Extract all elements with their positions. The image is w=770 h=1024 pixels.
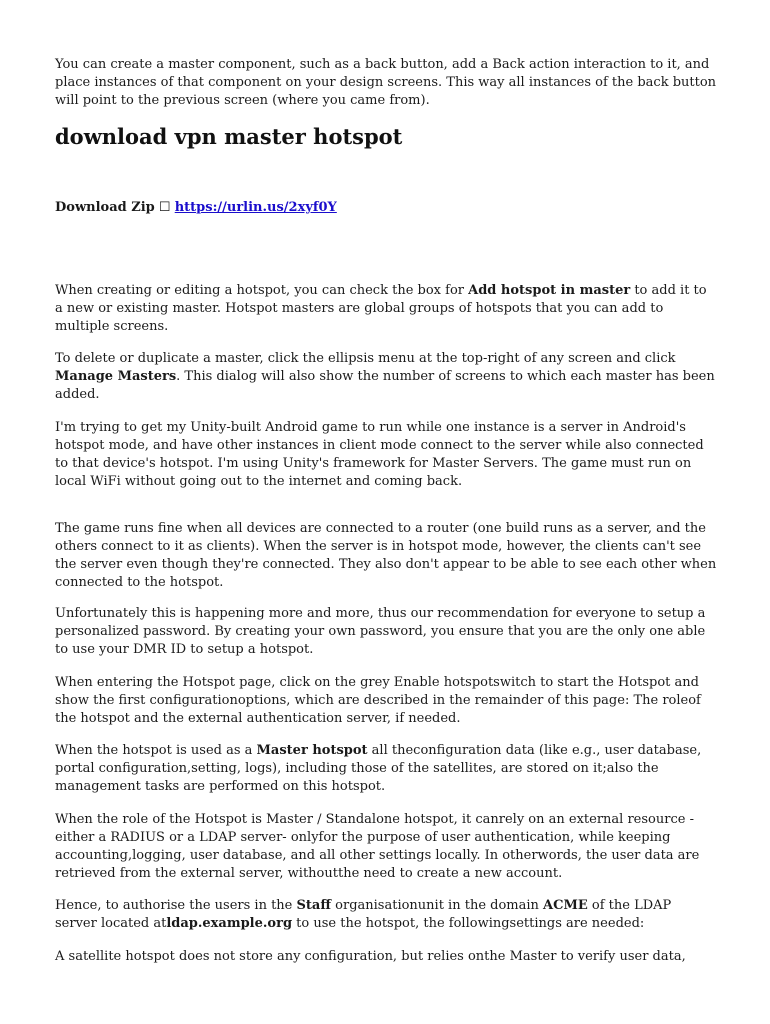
text: When creating or editing a hotspot, you can check the box for [55,283,469,298]
bold-term: Add hotspot in master [468,283,631,298]
paragraph-router: The game runs fine when all devices are connected to a router (one build runs as a server, and the others connect to it as clients). When the server is in hotspot mode, however, the clients can't see the server even though they're connected. They also don't appear to be able to see each other when connected to the hotspot. [55,521,717,590]
paragraph-unity: I'm trying to get my Unity-built Android game to run while one instance is a server in Android's hotspot mode, and have other instances in client mode connect to the server while also connected to that device's hotspot. I'm using Unity's framework for Master Servers. The game must run on local WiFi without going out to the internet and coming back. [55,420,704,489]
download-link[interactable]: https://urlin.us/2xyf0Y [174,200,337,215]
text: to add it to a new or existing master. Hotspot masters are global groups of hotspots that you can add to multiple screens. [55,283,707,334]
paragraph-standalone: When the role of the Hotspot is Master / Standalone hotspot, it canrely on an external resource - either a RADIUS or a LDAP server- onlyfor the purpose of user authentication, while keeping accounting,logging, user database, and all other settings locally. In otherwords, the user data are retrieved from the external server, withoutthe need to create a new account. [55,812,700,881]
paragraph-manage-masters [55,350,717,404]
bold-term: ldap.example.org [166,916,293,931]
download-label: Download Zip [55,200,155,215]
paragraph-ldap [55,897,717,933]
text: of the LDAP server located at [55,898,672,931]
paragraph-password: Unfortunately this is happening more and more, thus our recommendation for everyone to setup a personalized password. By creating your own password, you ensure that you are the only one able to use your DMR ID to setup a hotspot. [55,606,706,657]
download-line [55,199,337,217]
placeholder-glyph-icon: ☐ [158,200,171,215]
bold-term: Manage Masters [55,369,177,384]
paragraph-add-hotspot [55,282,717,336]
paragraph-satellite: A satellite hotspot does not store any configuration, but relies onthe Master to verify user data, [55,949,686,964]
text: To delete or duplicate a master, click the ellipsis menu at the top-right of any screen and click [55,351,676,366]
text: all theconfiguration data (like e.g., user database, portal configuration,setting, logs), including those of the satellites, are stored on it;also the management tasks are performed on this hotspot. [55,743,702,794]
intro-paragraph: You can create a master component, such as a back button, add a Back action interaction to it, and place instances of that component on your design screens. This way all instances of the back button will point to the previous screen (where you came from). [55,57,717,108]
bold-term: Staff [296,898,332,913]
paragraph-master-hotspot [55,742,717,796]
text: Hence, to authorise the users in the [55,898,297,913]
paragraph-hotspot-page: When entering the Hotspot page, click on the grey Enable hotspotswitch to start the Hotspot and show the first configurationoptions, which are described in the remainder of this page: The roleof the hotspot and the external authentication server, if needed. [55,675,701,726]
bold-term: Master hotspot [256,743,368,758]
page-title: download vpn master hotspot [55,124,403,149]
bold-term: ACME [543,898,588,913]
text: organisationunit in the domain [331,898,544,913]
text: to use the hotspot, the followingsettings are needed: [292,916,645,931]
text: . This dialog will also show the number of screens to which each master has been added. [55,369,715,402]
text: When the hotspot is used as a [55,743,257,758]
